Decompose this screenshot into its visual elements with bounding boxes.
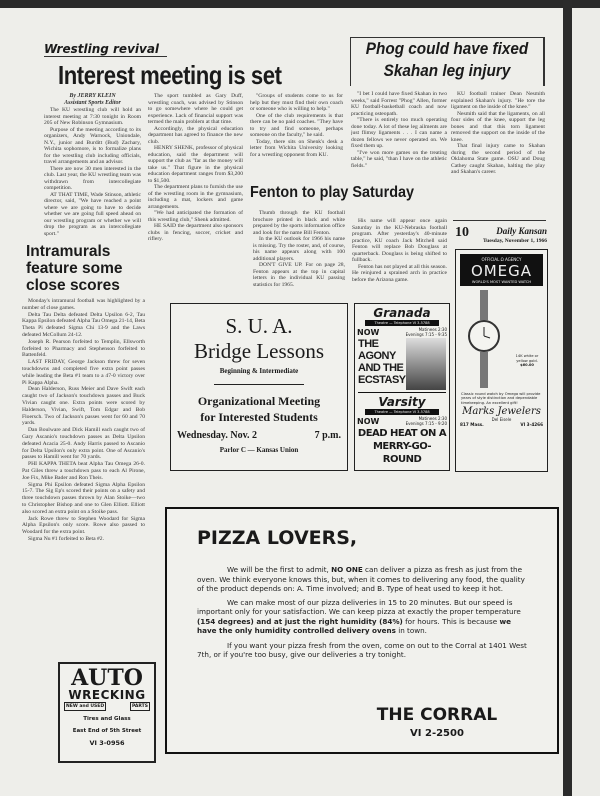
paragraph: Accordingly, the physical education department has agreed to finance the new club. (148, 125, 243, 145)
store-address: 817 Mass. (460, 421, 484, 427)
paragraph: "There is entirely too much operating done today. A lot of these leg ailments are just flimsy ligaments . . . I can name a dozen fellows we never operated on. We fixed them up. (351, 117, 447, 149)
now-label: NOW (357, 327, 380, 337)
paragraph: Purpose of the meeting according to its organizers, Andy Warnock, Uniondale, N.Y., junior and Burditt (Bud) Zachary, Wichita sophomore, is to formalize plans for the wrestling club including officials, travel arrangements and an advisor. (44, 126, 141, 165)
showtime: Evenings 7:15 - 9:35 (405, 332, 447, 337)
auto-phone: VI 3-0956 (89, 739, 125, 747)
film-title: DEAD HEAT ON A MERRY-GO-ROUND (357, 428, 447, 465)
store-owner: Del Eisele (491, 416, 512, 422)
showtime: Evenings 7:15 - 9:20 (405, 421, 447, 426)
paragraph: HENRY SHENK, professor of physical education, said the department will support the club as "far as the money will take us." That figure in the physical education department ranges from $3,200 to $1,500. (148, 145, 243, 184)
paragraph: "I've won more games on the treating table," he said, "than I have on the athletic fields." (351, 149, 447, 169)
paragraph: Monday's intramural football was highlighted by a number of close games. (22, 298, 145, 311)
new-used-label: NEW and USED (66, 704, 105, 709)
sua-time: 7 p.m. (314, 430, 341, 441)
paragraph: AT THAT TIME, Wade Stinson, athletic director, said, "We have reached a point where we are going to have to decide whether we are going full speed ahead on our wrestling program or whether we will drop the program as an intercollegiate sport." (44, 191, 141, 237)
varsity-logo: Varsity (378, 395, 426, 409)
paragraph: Joseph R. Pearson forfeited to Templin, Ellsworth forfeited to Pharmacy and Stephenson forfeited to Battenfeld. (22, 338, 145, 359)
page-gutter (563, 0, 572, 796)
fenton-col-1 (253, 210, 345, 298)
paragraph: Dan Boulware and Dick Hamill each caught two of Gary Ascanio's touchdown passes as Delta Upsilon defeated Acacia 25-0. Andy Harris passed to Ascanio for Delta Upsilon's only extra point. One of Ascanio's passes to Hamill went for 70 yards. (22, 427, 145, 461)
phog-col-1 (351, 91, 447, 179)
omega-tagline: WORLD'S MOST WANTED WATCH (471, 280, 532, 284)
corral-phone: VI 2-2500 (410, 728, 464, 739)
store-phone: VI 3-4266 (520, 421, 543, 427)
page-number: 10 (455, 225, 469, 240)
sua-org: S. U. A. (225, 314, 293, 338)
watch-illustration-icon (456, 290, 547, 388)
paragraph: The sport tumbled as Gary Duff, wrestling coach, was advised by Stinson to go somewhere where he could get experience. Lack of financial support was termed the main problem at that time. (148, 93, 243, 125)
watch-metal: 14K white or yellow gold. (515, 354, 539, 363)
paragraph: There are now 30 men interested in the club. Last year, the KU wrestling team was withdrawn from intercollegiate competition. (44, 165, 141, 191)
sua-level: Beginning & Intermediate (219, 367, 299, 375)
varsity-phone: Theatre — Telephone VI 3-5788 (365, 409, 439, 415)
film-image (406, 338, 446, 390)
adjacent-page-edge (572, 8, 600, 796)
paragraph: That final injury came to Skahan during the second period of the Oklahoma State game. OSU and Doug Cathey caught Skahan, halting the play and Skahan's career. (451, 143, 545, 175)
paragraph: One of the club requirements is that there can be no paid coaches. "They have to try and find someone, perhaps someone on the faculty," he said. (250, 112, 343, 138)
byline: By JERRY KLEIN (69, 93, 116, 99)
paragraph: Sigma Nu #1 forfeited to Beta #2. (28, 535, 104, 542)
pizza-corral-ad (165, 507, 559, 754)
paragraph: LAST FRIDAY, George Jackson threw for seven touchdowns and completed five extra point passes while leading the Beta #1 team to a 47-0 victory over Pi Kappa Alpha. (22, 359, 145, 386)
granada-phone: Theatre — Telephone VI 3-5788 (365, 320, 439, 326)
showtime: Matinees 2:30 (418, 327, 447, 332)
phog-col-2 (451, 91, 545, 215)
sua-title: Bridge Lessons (193, 339, 325, 363)
auto-address: East End of 5th Street (72, 728, 142, 734)
pizza-paragraph-2: We can make most of our pizza deliveries in 15 to 20 minutes. But our speed is important only for your satisfaction. We can keep pizza at exactly the proper temperature (154 degrees) and at just the right humidity (84%) for hours. This is because we have the only humidity controlled delivery ovens in town. (197, 597, 521, 635)
paragraph: Dean Halderson, Russ Meier and Dave Swift each caught two of Jackson's touchdown passes and Buck Vivian caught one. Extra points were scored by Halderson, Vivian, Swift, Tom Edgar and Bob Floersch. Two of Jackson's passes went for 60 and 70 yards. (22, 386, 145, 427)
paragraph: Nesmith said that the ligaments, on all four sides of the knee, support the leg bones and that this torn ligament removed the support on the inside of the knee. (451, 110, 545, 143)
theater-ad (354, 303, 450, 471)
paragraph: Today, there sits on Shenk's desk a letter from Wichita University looking for a wrestling opponent from KU. (250, 138, 343, 158)
paragraph: "Groups of students come to us for help but they must find their own coach or someone who is willing to help." (250, 93, 343, 112)
issue-date: Tuesday, November 1, 1966 (482, 238, 547, 244)
headline-line: Phog could have fixed (365, 39, 529, 58)
divider (214, 384, 304, 385)
paragraph: "We had anticipated the formation of this wrestling club," Shenk admitted. (148, 210, 243, 223)
sua-bridge-ad (170, 303, 348, 471)
paragraph: Fenton has not played at all this season. He reinjured a sprained arch in practice before the Arizona game. (352, 263, 447, 283)
auto-line-2: WRECKING (68, 688, 146, 702)
granada-logo: Granada (373, 306, 431, 320)
paragraph: The department plans to furnish the use of the wrestling room in the gymnasium, including a mat, lockers and game arrangements. (148, 184, 243, 210)
sua-meeting-1: Organizational Meeting (197, 394, 321, 408)
wrestling-col-1 (44, 93, 141, 241)
wrestling-col-2 (148, 93, 243, 265)
store-name: Marks Jewelers (462, 405, 541, 417)
paper-name: Daily Kansan (496, 226, 547, 236)
byline-title: Assistant Sports Editor (64, 100, 121, 106)
auto-wrecking-ad (58, 662, 156, 763)
omega-copy: Classic round watch by Omega will provide years of style distinction and dependable timekeeping. An excellent gift! (461, 392, 541, 405)
wrestling-headline: Interest meeting is set (58, 60, 282, 90)
wrestling-kicker: Wrestling revival (44, 42, 167, 57)
paragraph: HE SAID the department also sponsors clubs in fencing, soccer, cricket and riflery. (148, 223, 243, 242)
film-title: THE AGONY AND THE ECSTASY (358, 338, 406, 386)
intramurals-body (22, 298, 145, 658)
headline-line: Skahan leg injury (383, 61, 511, 80)
folio-rule (453, 220, 546, 221)
fenton-col-2 (352, 218, 447, 300)
auto-items: Tires and Glass (83, 716, 131, 722)
omega-logo: OMEGA (470, 262, 533, 280)
fenton-headline: Fenton to play Saturday (250, 184, 415, 201)
corral-name: THE CORRAL (376, 705, 498, 725)
paragraph: PHI KAPPA THETA beat Alpha Tau Omega 26-0. Pat Giles threw a touchdown pass to each Al Pirone, Joe Fix, Mike Bader and Ron Theis. (22, 461, 145, 481)
paragraph: His name will appear once again Saturday in the KU-Nebraska football program. After yesterday's 40-minute practice, KU coach Jack Mitchell said Fenton will replace Bob Douglass at quarterback. Douglass is being shifted to fullback. (352, 218, 447, 263)
sua-place: Parlor C — Kansas Union (219, 446, 299, 454)
auto-line-1: AUTO (71, 665, 143, 691)
scan-top-border (0, 0, 600, 8)
watch-price: $60.00 (520, 363, 534, 367)
now-label: NOW (357, 416, 380, 426)
paragraph: KU football trainer Dean Nesmith explained Skahan's injury. "He tore the ligament on the inside of the knee." (451, 91, 545, 110)
sua-day: Wednesday. Nov. 2 (177, 430, 258, 441)
pizza-headline: PIZZA LOVERS, (197, 527, 358, 549)
paragraph: Jack Rowe threw to Stephen Woodard for Sigma Alpha Epsilon's only score. Rowe also passed to Woodard for the extra point. (22, 515, 145, 536)
pizza-paragraph-1: We will be the first to admit, NO ONE can deliver a pizza as fresh as just from the oven. We think everyone knows this, but, when it comes to delivering any food, the quality of the product depends on: A. Time involved; and B. Type of heat used to keep it hot. (197, 565, 525, 593)
paragraph: DON'T GIVE UP. For on page 28, Fenton appears at the top in capital letters in the individual KU passing statistics for 1965. (253, 262, 345, 288)
paragraph: Delta Tau Delta defeated Delta Upsilon 6-2, Tau Kappa Epsilon defeated Alpha Tau Omega 21-14, Beta Theta Pi defeated Sigma Chi 13-9 and the Laws defeated McCollum 24-12. (22, 311, 145, 338)
parts-label: PARTS (132, 704, 148, 709)
wrestling-col-3 (250, 93, 343, 179)
paragraph: In the KU outlook for 1966 his name is missing. Try the roster, and, of course, his name appears along with 100 additional players. (253, 236, 345, 262)
intramurals-headline: Intramurals feature some close scores (26, 243, 123, 294)
showtime: Matinees 2:30 (418, 416, 447, 421)
paragraph: Thumb through the KU football brochure printed in black and white prepared by the sports information office and look for the name Bill Fenton. (253, 210, 345, 236)
paragraph: "I bet I could have fixed Skahan in two weeks," said Forrest "Phog" Allen, former KU football-basketball coach and now practicing osteopath. (351, 91, 447, 117)
paragraph: Sigma Phi Epsilon defeated Sigma Alpha Epsilon 15-7. The Sig Ep's scored their points on a safety and three touchdown passes thrown by Alan Stoike—two to Christopher Bishop and one to Glen Elliott. Elliott also scored an extra point on a Stoike pass. (22, 481, 145, 515)
omega-watch-ad (455, 249, 548, 472)
paragraph: The KU wrestling club will hold an interest meeting at 7:30 tonight in Room 205 of New Robinson Gymnasium. (44, 107, 141, 126)
omega-agency: OFFICIAL Ω AGENCY (481, 257, 522, 262)
pizza-paragraph-3: If you want your pizza fresh from the oven, come on out to the Corral at 1401 West 7th, or if you're too busy, give our deliveries a try tonight. (197, 640, 527, 659)
sua-meeting-2: for Interested Students (200, 410, 318, 424)
phog-headline (350, 37, 545, 86)
